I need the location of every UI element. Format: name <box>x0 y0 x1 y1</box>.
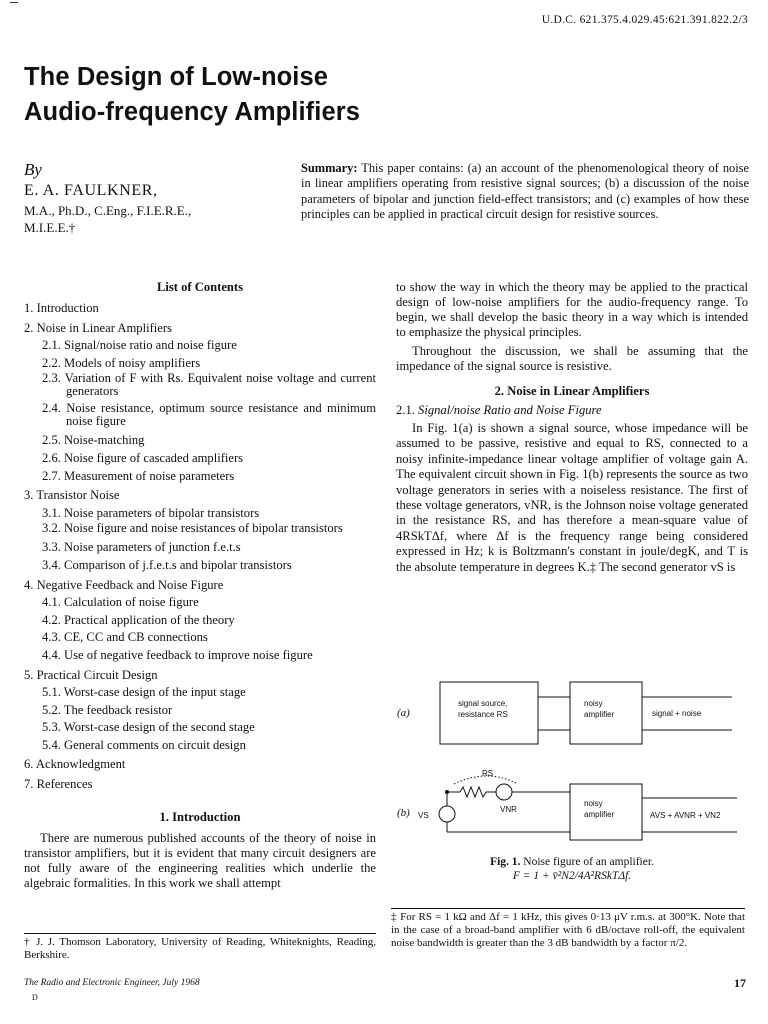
toc-item: 5.3. Worst-case design of the second stage <box>42 720 255 735</box>
toc-item: 2.4. Noise resistance, optimum source resistance and minimum noise figure <box>42 401 376 429</box>
toc-item: 5.4. General comments on circuit design <box>42 737 246 752</box>
title-line-1: The Design of Low-noise <box>24 63 329 91</box>
author-qualifications-1: M.A., Ph.D., C.Eng., F.I.E.R.E., <box>24 203 192 218</box>
noise-generator-symbol <box>496 784 512 800</box>
toc-title: List of Contents <box>156 280 244 294</box>
subsection-heading <box>396 403 748 418</box>
toc-item: 4.4. Use of negative feedback to improve noise figure <box>42 647 313 662</box>
summary <box>301 161 749 223</box>
footnote-bandwidth: ‡ For RS = 1 kΩ and Δf = 1 kHz, this gives 0·13 μV r.m.s. at 300°K. Note that in the case of a broad-band amplifier with 6 dB/octave roll-off, the equivalent noise bandwidth is greater than the 3 dB bandwidth by a factor π/2. <box>391 908 745 950</box>
toc-item: 3. Transistor Noise <box>24 488 120 503</box>
signal-generator-symbol <box>439 806 455 822</box>
figure-caption <box>392 855 752 883</box>
author-block <box>24 160 294 236</box>
amp-label-2: amplifier <box>584 710 615 719</box>
toc-item: 2. Noise in Linear Amplifiers <box>24 320 172 335</box>
caption-equation: F = 1 + v̄²N2/4A²RSkTΔf. <box>512 870 632 882</box>
toc-item: 2.5. Noise-matching <box>42 433 145 448</box>
caption-title: Fig. 1. <box>490 856 521 868</box>
figure-1 <box>392 672 752 862</box>
summary-label: Summary: <box>301 161 358 175</box>
section-heading: 2. Noise in Linear Amplifiers <box>494 384 650 398</box>
paragraph: In Fig. 1(a) is shown a signal source, whose impedance will be assumed to be passive, resistive and equal to RS, connected to a noisy infinite-impedance linear voltage amplifier of voltage gain A. The equivalent circuit shown in Fig. 1(b) represents the source as two voltage generators in series with a noiseless resistance. The first of these voltage generators, vNR, is the Johnson noise voltage generated in the resistance RS, and has therefore a mean-square value of 4RSkTΔf, where Δf is the frequency range being considered expressed in Hz; k is Boltzmann's constant in joule/degK, and T is the absolute temperature in degrees K.‡ The second generator vS is <box>396 421 748 574</box>
toc-item: 3.4. Comparison of j.f.e.t.s and bipolar transistors <box>42 557 292 572</box>
toc-item: 3.2. Noise figure and noise resistances of bipolar transistors <box>42 521 343 536</box>
rs-label: RS <box>482 769 494 778</box>
vs-label: VS <box>418 811 429 820</box>
author-name: E. A. FAULKNER, <box>24 182 158 199</box>
source-label-2: resistance RS <box>458 710 508 719</box>
toc-item: 2.3. Variation of F with Rs. Equivalent noise voltage and current generators <box>42 371 376 399</box>
toc-item: 5. Practical Circuit Design <box>24 667 158 682</box>
signature-mark: D <box>32 993 38 1002</box>
toc-item: 5.1. Worst-case design of the input stage <box>42 685 246 700</box>
output-label-a: signal + noise <box>652 709 702 718</box>
udc-code: U.D.C. 621.375.4.029.45:621.391.822.2/3 <box>541 14 748 26</box>
right-column <box>396 280 748 575</box>
toc-item: 4. Negative Feedback and Noise Figure <box>24 577 224 592</box>
amp-label-1: noisy <box>584 699 603 708</box>
toc-item: 2.7. Measurement of noise parameters <box>42 468 235 483</box>
caption-text: Noise figure of an amplifier. <box>523 856 654 868</box>
left-column <box>24 280 376 891</box>
intro-paragraph: There are numerous published accounts of the theory of noise in transistor amplifiers, but it is evident that many circuit designers are not fully aware of the engineering realities which underlie the algebraic formalities. In this work we shall attempt <box>24 830 376 891</box>
paper-title <box>24 60 360 130</box>
page-number: 17 <box>734 976 746 990</box>
summary-text: This paper contains: (a) an account of the phenomenological theory of noise in linear amplifiers operating from resistive signal sources; (b) a discussion of the noise parameters of bipolar and junction field-effect transistors; and (c) examples of how these principles can be applied in practical circuit design for resistive sources. <box>301 161 749 222</box>
title-line-2: Audio-frequency Amplifiers <box>24 98 361 126</box>
output-label-b: AVS + AVNR + VN2 <box>650 811 721 820</box>
table-of-contents <box>24 300 376 794</box>
toc-item: 6. Acknowledgment <box>24 757 126 772</box>
figure-label-a: (a) <box>397 707 410 719</box>
toc-item: 3.3. Noise parameters of junction f.e.t.s <box>42 540 241 555</box>
corner-mark <box>10 2 18 3</box>
amp-b-label-1: noisy <box>584 799 603 808</box>
intro-heading: 1. Introduction <box>159 809 241 824</box>
figure-label-b: (b) <box>397 807 410 819</box>
source-label-1: signal source, <box>458 699 508 708</box>
vnr-label: VNR <box>500 805 517 814</box>
author-qualifications-2: M.I.E.E.† <box>24 220 76 235</box>
toc-item: 7. References <box>24 777 93 792</box>
toc-item: 4.1. Calculation of noise figure <box>42 595 199 610</box>
journal-footer: The Radio and Electronic Engineer, July 1968 <box>24 978 200 988</box>
toc-item: 2.6. Noise figure of cascaded amplifiers <box>42 450 244 465</box>
toc-item: 2.1. Signal/noise ratio and noise figure <box>42 338 237 353</box>
toc-item: 5.2. The feedback resistor <box>42 702 173 717</box>
toc-item: 3.1. Noise parameters of bipolar transistors <box>42 505 260 520</box>
toc-item: 1. Introduction <box>24 301 99 315</box>
toc-item: 2.2. Models of noisy amplifiers <box>42 355 201 370</box>
subsection-number: 2.1. <box>396 403 415 417</box>
toc-item: 4.3. CE, CC and CB connections <box>42 630 208 645</box>
toc-item: 4.2. Practical application of the theory <box>42 612 235 627</box>
author-by: By <box>24 160 42 179</box>
amp-b-label-2: amplifier <box>584 810 615 819</box>
resistor-symbol <box>460 787 486 797</box>
paragraph: to show the way in which the theory may be applied to the practical design of low-noise amplifiers for the audio-frequency range. To begin, we shall develop the basic theory in a way which is intended to emphasize the physical principles. <box>396 280 748 339</box>
paragraph: Throughout the discussion, we shall be assuming that the impedance of the signal source is resistive. <box>396 344 748 373</box>
subsection-title: Signal/noise Ratio and Noise Figure <box>418 403 602 417</box>
footnote-affiliation: † J. J. Thomson Laboratory, University of Reading, Whiteknights, Reading, Berkshire. <box>24 933 376 962</box>
